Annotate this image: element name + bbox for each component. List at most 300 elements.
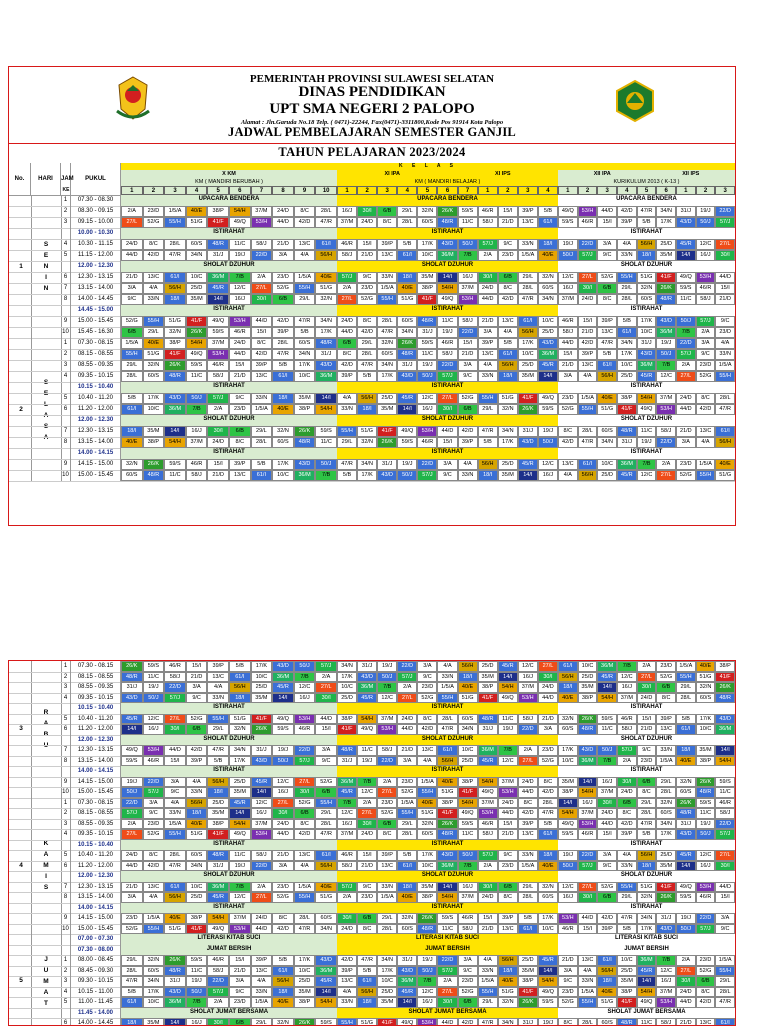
class-number: 3 xyxy=(164,186,186,195)
pukul-time: 10.15 - 11.00 xyxy=(71,987,121,998)
schedule-cell: 6/B xyxy=(656,682,676,693)
schedule-cell: 60/S xyxy=(696,693,716,704)
schedule-cell: 7/B xyxy=(229,882,251,893)
schedule-cell: 2/A xyxy=(617,756,637,767)
schedule-cell: 3/A xyxy=(229,976,251,987)
schedule-cell: 61/I xyxy=(578,459,598,470)
schedule-cell: 18/I xyxy=(538,239,558,250)
schedule-cell: 27/L xyxy=(315,682,337,693)
schedule-cell: 39/P xyxy=(251,955,273,966)
schedule-cell: 22/D xyxy=(397,661,417,672)
schedule-cell: 15/I xyxy=(315,724,337,735)
schedule-cell: 44/D xyxy=(164,745,186,756)
schedule-cell: 49/Q xyxy=(121,745,143,756)
schedule-cell: 61/I xyxy=(272,966,294,977)
schedule-cell: 4/A xyxy=(294,250,316,261)
schedule-cell: 54/H xyxy=(315,404,337,415)
schedule-cell: 5/B xyxy=(121,987,143,998)
schedule-cell: 5/B xyxy=(357,371,377,382)
schedule-cell: 39/P xyxy=(272,327,294,338)
pukul-time: 14.15 - 15.00 xyxy=(71,459,121,470)
schedule-cell: 1/5/A xyxy=(294,882,316,893)
schedule-cell: 45/R xyxy=(597,672,617,683)
schedule-cell: 50/J xyxy=(294,661,316,672)
schedule-cell: 19/J xyxy=(121,777,143,788)
schedule-cell: 4/A xyxy=(294,861,316,872)
schedule-cell: 6/B xyxy=(357,913,377,924)
schedule-cell: 58/J xyxy=(207,966,229,977)
schedule-cell: 59/S xyxy=(558,217,578,228)
class-number: 9 xyxy=(294,186,316,195)
schedule-cell: 1/5/A xyxy=(518,250,538,261)
schedule-cell: 42/D xyxy=(597,913,617,924)
schedule-cell: 17/K xyxy=(377,966,397,977)
schedule-cell: 4/A xyxy=(498,327,518,338)
schedule-cell: 11/C xyxy=(637,426,657,437)
schedule-cell: 54/H xyxy=(498,682,518,693)
class-number: 1 xyxy=(121,186,143,195)
schedule-cell: 1/5/A xyxy=(377,283,397,294)
schedule-cell: 22/D xyxy=(437,955,457,966)
schedule-cell: 61/I xyxy=(518,316,538,327)
band-dzuhur: SHOLAT DZUHUR xyxy=(558,871,735,882)
schedule-cell: 34/N xyxy=(397,327,417,338)
schedule-cell: 58/J xyxy=(377,745,397,756)
schedule-cell: 23/D xyxy=(715,327,735,338)
schedule-cell: 59/S xyxy=(272,724,294,735)
schedule-cell: 37/M xyxy=(458,283,478,294)
schedule-cell: 14/I xyxy=(637,976,657,987)
schedule-cell: 10/C xyxy=(558,756,578,767)
schedule-cell: 26/K xyxy=(656,892,676,903)
schedule-cell: 32/N xyxy=(538,272,558,283)
schedule-cell: 30/I xyxy=(437,404,457,415)
schedule-cell: 35/M xyxy=(498,470,518,481)
schedule-cell: 52/G xyxy=(656,672,676,683)
schedule-cell: 26/K xyxy=(377,437,397,448)
schedule-cell: 48/R xyxy=(337,745,357,756)
schedule-cell: 59/S xyxy=(207,327,229,338)
schedule-cell: 33/N xyxy=(617,250,637,261)
schedule-cell: 38/P xyxy=(294,404,316,415)
pukul-time: 11.20 - 12.00 xyxy=(71,724,121,735)
class-number: 3 xyxy=(597,186,617,195)
schedule-cell: 8/C xyxy=(656,693,676,704)
schedule-cell: 13/C xyxy=(518,829,538,840)
schedule-cell: 46/R xyxy=(337,239,357,250)
schedule-cell: 13/C xyxy=(558,459,578,470)
jam-ke xyxy=(61,228,71,239)
schedule-cell: 30/I xyxy=(478,272,498,283)
schedule-cell: 34/N xyxy=(617,338,637,349)
schedule-cell: 1/5/A xyxy=(164,206,186,217)
band-istirahat: ISTIRAHAT xyxy=(558,305,735,316)
schedule-cell: 34/N xyxy=(337,661,357,672)
schedule-cell: 50/J xyxy=(186,987,208,998)
schedule-cell: 48/R xyxy=(397,349,417,360)
schedule-cell: 47/R xyxy=(715,404,735,415)
schedule-cell: 37/M xyxy=(518,682,538,693)
jam-ke: 3 xyxy=(61,217,71,228)
band-dzuhur: SHOLAT DZUHUR xyxy=(558,735,735,746)
schedule-cell: 44/D xyxy=(715,272,735,283)
schedule-cell: 47/R xyxy=(294,924,316,935)
jam-ke: 5 xyxy=(61,997,71,1008)
schedule-cell: 46/R xyxy=(715,798,735,809)
jam-ke xyxy=(61,305,71,316)
jam-ke xyxy=(61,261,71,272)
schedule-cell: 25/D xyxy=(186,892,208,903)
schedule-cell: 28/L xyxy=(272,338,294,349)
schedule-cell: 45/R xyxy=(478,756,498,767)
schedule-cell: 33/N xyxy=(478,966,498,977)
schedule-cell: 2/A xyxy=(251,272,273,283)
class-number: 2 xyxy=(696,186,716,195)
schedule-cell: 39/P xyxy=(207,661,229,672)
schedule-cell: 60/S xyxy=(417,217,437,228)
jam-ke: 6 xyxy=(61,1018,71,1026)
schedule-cell: 36/M xyxy=(656,327,676,338)
schedule-cell: 38/P xyxy=(337,714,357,725)
schedule-cell: 2/A xyxy=(637,661,657,672)
schedule-cell: 53/H xyxy=(458,294,478,305)
schedule-cell: 39/P xyxy=(597,924,617,935)
schedule-cell: 49/Q xyxy=(558,819,578,830)
class-number: 4 xyxy=(538,186,558,195)
schedule-cell: 6/B xyxy=(294,808,316,819)
pukul-time: 12.00 - 12.30 xyxy=(71,261,121,272)
schedule-cell: 53/H xyxy=(251,217,273,228)
schedule-cell: 36/M xyxy=(715,724,735,735)
schedule-cell: 15/I xyxy=(637,714,657,725)
jam-ke: 5 xyxy=(61,714,71,725)
jam-ke: 6 xyxy=(61,272,71,283)
pukul-time: 09.35 - 10.15 xyxy=(71,371,121,382)
schedule-cell: 35/M xyxy=(417,882,437,893)
schedule-cell: 54/H xyxy=(437,283,457,294)
schedule-cell: 22/D xyxy=(696,913,716,924)
schedule-cell: 24/D xyxy=(478,283,498,294)
schedule-page-2 xyxy=(8,660,736,1026)
schedule-cell: 14/I xyxy=(578,777,598,788)
schedule-cell: 4/A xyxy=(186,777,208,788)
schedule-cell: 48/R xyxy=(164,966,186,977)
schedule-cell: 55/H xyxy=(617,882,637,893)
schedule-cell: 26/K xyxy=(164,360,186,371)
band-istirahat: ISTIRAHAT xyxy=(558,703,735,714)
schedule-cell: 29/L xyxy=(315,808,337,819)
schedule-cell: 59/S xyxy=(458,819,478,830)
schedule-cell: 47/R xyxy=(121,976,143,987)
schedule-cell: 8/C xyxy=(272,913,294,924)
schedule-cell: 13/C xyxy=(143,882,165,893)
schedule-cell: 56/H xyxy=(498,955,518,966)
schedule-cell: 4/A xyxy=(143,892,165,903)
schedule-cell: 58/J xyxy=(458,316,478,327)
schedule-cell: 40/E xyxy=(597,987,617,998)
schedule-cell: 6/B xyxy=(377,819,397,830)
schedule-cell: 6/B xyxy=(272,294,294,305)
schedule-cell: 54/H xyxy=(637,987,657,998)
schedule-cell: 1/5/A xyxy=(578,393,598,404)
schedule-cell: 44/D xyxy=(272,829,294,840)
pukul-time: 14.00 - 14.45 xyxy=(71,294,121,305)
schedule-cell: 2/A xyxy=(357,798,377,809)
schedule-cell: 4/A xyxy=(578,966,598,977)
schedule-cell: 5/B xyxy=(397,239,417,250)
pukul-time: 13.15 - 14.00 xyxy=(71,756,121,767)
schedule-cell: 3/A xyxy=(558,966,578,977)
table-header xyxy=(9,163,735,196)
schedule-cell: 52/G xyxy=(597,272,617,283)
schedule-cell: 47/R xyxy=(294,316,316,327)
schedule-cell: 43/D xyxy=(397,966,417,977)
schedule-cell: 24/D xyxy=(518,777,538,788)
pukul-time: 11.20 - 12.00 xyxy=(71,861,121,872)
schedule-cell: 23/D xyxy=(417,682,437,693)
schedule-cell: 33/N xyxy=(478,371,498,382)
schedule-cell: 50/J xyxy=(417,371,437,382)
jam-ke xyxy=(61,735,71,746)
schedule-cell: 19/J xyxy=(696,819,716,830)
schedule-cell: 5/B xyxy=(272,955,294,966)
band-bersih: JUMAT BERSIH xyxy=(558,945,735,956)
schedule-cell: 19/J xyxy=(229,861,251,872)
schedule-cell: 59/S xyxy=(558,829,578,840)
schedule-cell: 2/A xyxy=(478,250,498,261)
schedule-cell: 24/D xyxy=(251,913,273,924)
schedule-cell: 39/P xyxy=(186,756,208,767)
schedule-cell: 45/R xyxy=(518,459,538,470)
schedule-cell: 11/C xyxy=(229,850,251,861)
schedule-cell: 24/D xyxy=(272,206,294,217)
schedule-cell: 31/J xyxy=(121,682,143,693)
schedule-cell: 16/J xyxy=(597,777,617,788)
schedule-cell: 33/N xyxy=(656,745,676,756)
band-dzuhur: SHOLAT DZUHUR xyxy=(337,735,558,746)
schedule-cell: 46/R xyxy=(417,437,437,448)
jam-ke: 7 xyxy=(61,745,71,756)
schedule-cell: 61/I xyxy=(121,404,143,415)
schedule-cell: 28/L xyxy=(518,892,538,903)
schedule-cell: 5/B xyxy=(337,470,357,481)
schedule-cell: 19/J xyxy=(637,437,657,448)
schedule-cell: 47/R xyxy=(315,217,337,228)
schedule-cell: 16/J xyxy=(458,272,478,283)
schedule-cell: 30/I xyxy=(715,861,735,872)
schedule-cell: 16/J xyxy=(417,404,437,415)
schedule-cell: 46/R xyxy=(207,360,229,371)
schedule-cell: 6/B xyxy=(637,777,657,788)
schedule-cell: 13/C xyxy=(143,272,165,283)
schedule-cell: 16/J xyxy=(251,808,273,819)
schedule-cell: 1/5/A xyxy=(437,682,457,693)
schedule-cell: 54/H xyxy=(207,913,229,924)
class-number: 10 xyxy=(315,186,337,195)
band-istirahat: ISTIRAHAT xyxy=(558,840,735,851)
schedule-cell: 10/C xyxy=(538,924,558,935)
schedule-cell: 8/C xyxy=(518,798,538,809)
schedule-cell: 15/I xyxy=(597,829,617,840)
schedule-cell: 56/H xyxy=(207,777,229,788)
schedule-cell: 12/C xyxy=(143,714,165,725)
schedule-cell: 32/N xyxy=(164,327,186,338)
kelas-header: K E L A S xyxy=(121,163,735,170)
schedule-cell: 44/D xyxy=(676,997,696,1008)
schedule-cell: 31/J xyxy=(617,437,637,448)
schedule-cell: 42/D xyxy=(337,955,357,966)
schedule-cell: 21/D xyxy=(558,955,578,966)
schedule-cell: 38/P xyxy=(164,338,186,349)
schedule-cell: 35/M xyxy=(696,745,716,756)
schedule-cell: 25/D xyxy=(518,955,538,966)
schedule-cell: 53/H xyxy=(417,426,437,437)
jam-ke: 3 xyxy=(61,976,71,987)
group-subheader: KM ( MANDIRI BELAJAR ) xyxy=(337,178,558,186)
schedule-cell: 57/J xyxy=(578,861,598,872)
schedule-cell: 29/L xyxy=(294,294,316,305)
schedule-cell: 42/D xyxy=(143,250,165,261)
schedule-cell: 36/M xyxy=(164,997,186,1008)
schedule-cell: 44/D xyxy=(437,1018,457,1026)
schedule-cell: 15/I xyxy=(715,283,735,294)
schedule-cell: 28/L xyxy=(715,393,735,404)
schedule-cell: 43/D xyxy=(538,338,558,349)
schedule-cell: 47/R xyxy=(617,913,637,924)
schedule-cell: 4/A xyxy=(558,470,578,481)
schedule-cell: 40/E xyxy=(538,861,558,872)
schedule-cell: 33/N xyxy=(251,393,273,404)
schedule-cell: 57/J xyxy=(617,745,637,756)
schedule-cell: 29/L xyxy=(715,976,735,987)
ke-label: KE xyxy=(62,187,70,193)
schedule-cell: 23/D xyxy=(229,997,251,1008)
schedule-cell: 53/H xyxy=(696,272,716,283)
schedule-cell: 25/D xyxy=(458,756,478,767)
schedule-cell: 41/F xyxy=(377,1018,397,1026)
schedule-cell: 48/R xyxy=(143,470,165,481)
schedule-cell: 25/D xyxy=(478,661,498,672)
schedule-cell: 46/R xyxy=(578,217,598,228)
schedule-cell: 32/N xyxy=(357,437,377,448)
schedule-cell: 61/I xyxy=(121,997,143,1008)
schedule-cell: 51/G xyxy=(186,829,208,840)
header-line-3: UPT SMA NEGERI 2 PALOPO xyxy=(269,101,475,117)
schedule-cell: 43/D xyxy=(676,829,696,840)
schedule-cell: 57/J xyxy=(437,371,457,382)
schedule-cell: 34/N xyxy=(377,360,397,371)
schedule-cell: 11/C xyxy=(437,316,457,327)
schedule-cell: 29/L xyxy=(518,272,538,283)
schedule-cell: 21/D xyxy=(676,426,696,437)
schedule-cell: 10/C xyxy=(696,724,716,735)
jam-ke xyxy=(61,840,71,851)
schedule-cell: 22/D xyxy=(143,777,165,788)
schedule-cell: 43/D xyxy=(164,393,186,404)
schedule-cell: 18/I xyxy=(272,987,294,998)
jam-ke: 4 xyxy=(61,829,71,840)
jam-ke: 2 xyxy=(61,206,71,217)
schedule-cell: 14/I xyxy=(597,682,617,693)
schedule-cell: 15/I xyxy=(458,338,478,349)
schedule-cell: 22/D xyxy=(715,819,735,830)
schedule-cell: 48/R xyxy=(696,787,716,798)
schedule-cell: 22/D xyxy=(715,206,735,217)
jam-ke: 10 xyxy=(61,924,71,935)
schedule-cell: 13/C xyxy=(377,250,397,261)
jam-ke: 3 xyxy=(61,682,71,693)
schedule-cell: 14/I xyxy=(164,1018,186,1026)
schedule-cell: 41/F xyxy=(207,217,229,228)
schedule-cell: 47/R xyxy=(637,206,657,217)
schedule-cell: 57/J xyxy=(294,756,316,767)
schedule-cell: 10/C xyxy=(377,976,397,987)
schedule-cell: 30/I xyxy=(337,913,357,924)
schedule-cell: 15/I xyxy=(597,217,617,228)
schedule-cell: 57/J xyxy=(143,787,165,798)
schedule-cell: 56/H xyxy=(637,239,657,250)
schedule-cell: 8/C xyxy=(617,808,637,819)
schedule-cell: 14/I xyxy=(272,693,294,704)
schedule-cell: 18/I xyxy=(498,966,518,977)
pukul-time: 08.45 - 09.30 xyxy=(71,966,121,977)
schedule-cell: 27/L xyxy=(397,693,417,704)
schedule-cell: 19/J xyxy=(558,850,578,861)
schedule-cell: 1/5/A xyxy=(121,338,143,349)
schedule-cell: 3/A xyxy=(558,371,578,382)
schedule-cell: 58/J xyxy=(337,250,357,261)
schedule-cell: 58/J xyxy=(251,850,273,861)
schedule-cell: 57/J xyxy=(315,661,337,672)
pukul-time: 08.15 - 08.55 xyxy=(71,672,121,683)
class-number: 4 xyxy=(186,186,208,195)
schedule-cell: 61/I xyxy=(357,976,377,987)
schedule-cell: 32/N xyxy=(272,1018,294,1026)
schedule-cell: 56/H xyxy=(357,987,377,998)
schedule-cell: 18/I xyxy=(164,294,186,305)
schedule-cell: 56/H xyxy=(498,360,518,371)
schedule-cell: 18/I xyxy=(186,808,208,819)
schedule-cell: 44/D xyxy=(337,327,357,338)
schedule-cell: 29/L xyxy=(478,404,498,415)
pukul-time: 09.30 - 10.15 xyxy=(71,976,121,987)
day-block xyxy=(9,798,735,936)
schedule-cell: 41/F xyxy=(186,316,208,327)
schedule-cell: 28/L xyxy=(578,1018,598,1026)
schedule-cell: 12/C xyxy=(229,283,251,294)
day-name: S E L A S A xyxy=(43,378,49,441)
schedule-cell: 52/G xyxy=(597,882,617,893)
schedule-cell: 56/H xyxy=(164,283,186,294)
schedule-cell: 29/L xyxy=(397,206,417,217)
schedule-cell: 6/B xyxy=(186,724,208,735)
schedule-cell: 28/L xyxy=(251,437,273,448)
schedule-cell: 31/J xyxy=(676,819,696,830)
schedule-cell: 47/R xyxy=(478,1018,498,1026)
schedule-cell: 56/H xyxy=(186,798,208,809)
schedule-cell: 38/P xyxy=(186,913,208,924)
jam-ke: 6 xyxy=(61,861,71,872)
schedule-cell: 13/C xyxy=(498,316,518,327)
schedule-cell: 45/R xyxy=(229,798,251,809)
schedule-cell: 54/H xyxy=(478,777,498,788)
schedule-cell: 59/S xyxy=(538,997,558,1008)
band-literasi: LITERASI KITAB SUCI xyxy=(337,934,558,945)
schedule-cell: 47/R xyxy=(715,997,735,1008)
schedule-cell: 55/H xyxy=(294,892,316,903)
schedule-cell: 51/G xyxy=(597,404,617,415)
schedule-cell: 23/D xyxy=(498,250,518,261)
